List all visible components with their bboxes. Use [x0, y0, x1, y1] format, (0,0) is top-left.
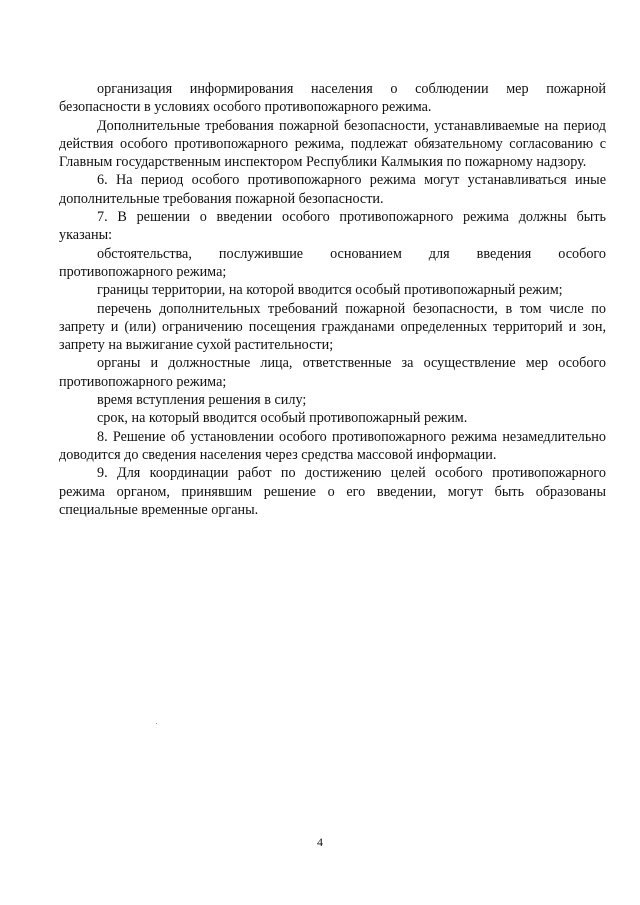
paragraph-item-8: 8. Решение об установлении особого противопожарного режима незамедлительно доводится до сведения населения через средства массовой информации. [59, 428, 606, 463]
paragraph-duration: срок, на который вводится особый противопожарный режим. [97, 410, 468, 427]
document-body [59, 80, 606, 519]
paragraph-responsible-bodies: органы и должностные лица, ответственные за осуществление мер особого противопожарного режима; [59, 355, 606, 390]
paragraph-territory-boundaries: границы территории, на которой вводится особый противопожарный режим; [97, 282, 563, 299]
scan-speck [156, 723, 157, 724]
paragraph-requirements-list: перечень дополнительных требований пожарной безопасности, в том числе по запрету и (или) ограничению посещения гражданами определенных территорий и зон, запрету на выжигание сухой растительности; [59, 300, 606, 354]
page-number: 4 [317, 835, 323, 849]
paragraph-additional-requirements-approval: Дополнительные требования пожарной безопасности, устанавливаемые на период действия особого противопожарного режима, подлежат обязательному согласованию с Главным государственным инспектором Республики Калмыкия по пожарному надзору. [59, 117, 606, 171]
paragraph-item-7: 7. В решении о введении особого противопожарного режима должны быть указаны: [59, 209, 606, 244]
paragraph-effective-time: время вступления решения в силу; [97, 392, 307, 409]
paragraph-fire-safety-informing: организация информирования населения о соблюдении мер пожарной безопасности в условиях особого противопожарного режима. [59, 81, 606, 116]
paragraph-item-9: 9. Для координации работ по достижению целей особого противопожарного режима органом, принявшим решение о его введении, могут быть образованы специальные временные органы. [59, 465, 606, 518]
paragraph-item-6: 6. На период особого противопожарного режима могут устанавливаться иные дополнительные требования пожарной безопасности. [59, 172, 606, 207]
paragraph-circumstances: обстоятельства, послужившие основанием для введения особого противопожарного режима; [59, 245, 606, 280]
